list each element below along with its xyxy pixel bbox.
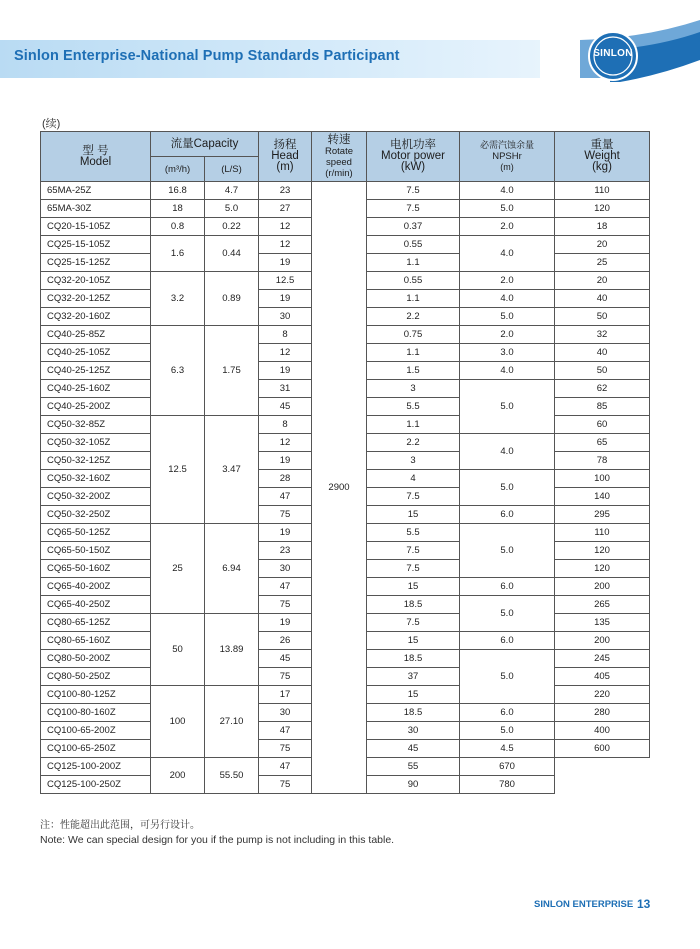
model-cell: CQ32-20-125Z <box>41 290 151 308</box>
power-cell: 18.5 <box>367 704 460 722</box>
header-weight-unit: (kg) <box>592 161 612 173</box>
header-npshr-unit: (m) <box>500 162 514 172</box>
power-cell: 1.5 <box>367 362 460 380</box>
capacity-m3h-cell: 25 <box>151 524 205 614</box>
header-speed-unit: (r/min) <box>325 167 353 179</box>
head-cell: 75 <box>259 506 312 524</box>
model-cell: CQ25-15-125Z <box>41 254 151 272</box>
npshr-cell: 6.0 <box>460 632 555 650</box>
head-cell: 30 <box>259 704 312 722</box>
header-power-cn: 电机功率 <box>390 139 436 151</box>
power-cell: 7.5 <box>367 182 460 200</box>
capacity-m3h-cell: 50 <box>151 614 205 686</box>
model-cell: CQ65-50-160Z <box>41 560 151 578</box>
head-cell: 26 <box>259 632 312 650</box>
header-npshr-cn: 必需汽蚀余量 <box>479 140 534 150</box>
head-cell: 31 <box>259 380 312 398</box>
head-cell: 19 <box>259 614 312 632</box>
head-cell: 45 <box>259 398 312 416</box>
header-head-cn: 扬程 <box>273 139 297 151</box>
power-cell: 15 <box>367 506 460 524</box>
npshr-cell: 5.0 <box>460 722 555 740</box>
weight-cell: 110 <box>555 524 650 542</box>
head-cell: 8 <box>259 326 312 344</box>
model-cell: CQ65-40-250Z <box>41 596 151 614</box>
power-cell: 0.55 <box>367 236 460 254</box>
header-weight-cn: 重量 <box>590 139 614 151</box>
weight-cell: 60 <box>555 416 650 434</box>
header-power-unit: (kW) <box>400 161 426 173</box>
header-capacity-unit-ls: (L/S) <box>205 157 259 182</box>
power-cell: 90 <box>367 776 460 794</box>
capacity-ls-cell: 0.44 <box>205 236 259 272</box>
weight-cell: 50 <box>555 362 650 380</box>
model-cell: CQ40-25-160Z <box>41 380 151 398</box>
model-cell: CQ100-65-200Z <box>41 722 151 740</box>
npshr-cell: 6.0 <box>460 704 555 722</box>
header-capacity-unit-m3h: (m³/h) <box>151 157 205 182</box>
npshr-cell: 2.0 <box>460 218 555 236</box>
npshr-cell: 4.0 <box>460 434 555 470</box>
model-cell: CQ65-50-125Z <box>41 524 151 542</box>
power-cell: 1.1 <box>367 344 460 362</box>
npshr-cell: 6.0 <box>460 578 555 596</box>
power-cell: 7.5 <box>367 488 460 506</box>
power-cell: 18.5 <box>367 596 460 614</box>
header-power-en: Motor power <box>381 150 445 162</box>
capacity-ls-cell: 4.7 <box>205 182 259 200</box>
weight-cell: 110 <box>555 182 650 200</box>
head-cell: 19 <box>259 452 312 470</box>
head-cell: 12 <box>259 434 312 452</box>
table-row <box>41 182 650 200</box>
model-cell: CQ100-80-160Z <box>41 704 151 722</box>
capacity-m3h-cell: 12.5 <box>151 416 205 524</box>
weight-cell: 245 <box>555 650 650 668</box>
capacity-ls-cell: 13.89 <box>205 614 259 686</box>
weight-cell: 280 <box>555 704 650 722</box>
head-cell: 45 <box>259 650 312 668</box>
footer-company: SINLON ENTERPRISE <box>534 899 634 910</box>
npshr-cell: 5.0 <box>460 596 555 632</box>
capacity-ls-cell: 0.89 <box>205 272 259 326</box>
power-cell: 0.55 <box>367 272 460 290</box>
power-cell: 2.2 <box>367 434 460 452</box>
capacity-ls-cell: 5.0 <box>205 200 259 218</box>
header-weight <box>555 132 650 182</box>
capacity-m3h-cell: 16.8 <box>151 182 205 200</box>
head-cell: 17 <box>259 686 312 704</box>
model-cell: CQ80-65-125Z <box>41 614 151 632</box>
model-cell: CQ80-50-200Z <box>41 650 151 668</box>
weight-cell: 400 <box>555 722 650 740</box>
power-cell: 5.5 <box>367 398 460 416</box>
weight-cell: 120 <box>555 542 650 560</box>
capacity-m3h-cell: 0.8 <box>151 218 205 236</box>
header-speed <box>312 132 367 182</box>
capacity-m3h-cell: 6.3 <box>151 326 205 416</box>
npshr-cell: 5.0 <box>460 200 555 218</box>
weight-cell: 20 <box>555 236 650 254</box>
weight-cell: 40 <box>555 290 650 308</box>
header-speed-cn: 转速 <box>327 133 351 146</box>
capacity-m3h-cell: 18 <box>151 200 205 218</box>
head-cell: 12.5 <box>259 272 312 290</box>
note-en: Note: We can special design for you if the pump is not including in this table. <box>40 834 395 846</box>
header-npshr <box>460 132 555 182</box>
weight-cell: 670 <box>460 758 555 776</box>
npshr-cell: 4.0 <box>460 236 555 272</box>
power-cell: 0.75 <box>367 326 460 344</box>
power-cell: 4 <box>367 470 460 488</box>
weight-cell: 40 <box>555 344 650 362</box>
npshr-cell: 4.5 <box>460 740 555 758</box>
head-cell: 75 <box>259 668 312 686</box>
weight-cell: 405 <box>555 668 650 686</box>
model-cell: CQ40-25-85Z <box>41 326 151 344</box>
power-cell: 5.5 <box>367 524 460 542</box>
weight-cell: 20 <box>555 272 650 290</box>
power-cell: 1.1 <box>367 254 460 272</box>
head-cell: 8 <box>259 416 312 434</box>
capacity-m3h-cell: 1.6 <box>151 236 205 272</box>
head-cell: 28 <box>259 470 312 488</box>
model-cell: 65MA-25Z <box>41 182 151 200</box>
weight-cell: 780 <box>460 776 555 794</box>
model-cell: CQ125-100-200Z <box>41 758 151 776</box>
weight-cell: 295 <box>555 506 650 524</box>
model-cell: CQ50-32-105Z <box>41 434 151 452</box>
model-cell: CQ50-32-160Z <box>41 470 151 488</box>
npshr-cell: 3.0 <box>460 344 555 362</box>
npshr-cell: 5.0 <box>460 308 555 326</box>
power-cell: 45 <box>367 740 460 758</box>
head-cell: 30 <box>259 308 312 326</box>
header-model-en: Model <box>79 155 112 168</box>
weight-cell: 25 <box>555 254 650 272</box>
head-cell: 12 <box>259 236 312 254</box>
npshr-cell: 6.0 <box>460 506 555 524</box>
weight-cell: 200 <box>555 632 650 650</box>
header-model <box>41 132 151 182</box>
weight-cell: 265 <box>555 596 650 614</box>
capacity-ls-cell: 0.22 <box>205 218 259 236</box>
header-weight-en: Weight <box>584 150 620 162</box>
weight-cell: 18 <box>555 218 650 236</box>
model-cell: CQ125-100-250Z <box>41 776 151 794</box>
head-cell: 19 <box>259 254 312 272</box>
head-cell: 23 <box>259 182 312 200</box>
model-cell: CQ100-65-250Z <box>41 740 151 758</box>
power-cell: 15 <box>367 578 460 596</box>
model-cell: CQ25-15-105Z <box>41 236 151 254</box>
npshr-cell: 4.0 <box>460 290 555 308</box>
npshr-cell: 2.0 <box>460 326 555 344</box>
weight-cell: 78 <box>555 452 650 470</box>
weight-cell: 135 <box>555 614 650 632</box>
model-cell: CQ40-25-105Z <box>41 344 151 362</box>
weight-cell: 50 <box>555 308 650 326</box>
weight-cell: 62 <box>555 380 650 398</box>
header-speed-en: Rotate speed <box>325 145 353 168</box>
head-cell: 47 <box>259 488 312 506</box>
npshr-cell: 5.0 <box>460 380 555 434</box>
header-model-cn: 型 号 <box>82 144 109 157</box>
model-cell: CQ50-32-125Z <box>41 452 151 470</box>
model-cell: CQ80-50-250Z <box>41 668 151 686</box>
head-cell: 12 <box>259 218 312 236</box>
power-cell: 3 <box>367 380 460 398</box>
weight-cell: 85 <box>555 398 650 416</box>
npshr-cell: 4.0 <box>460 362 555 380</box>
capacity-ls-cell: 3.47 <box>205 416 259 524</box>
power-cell: 30 <box>367 722 460 740</box>
logo-text: SINLON <box>593 48 633 59</box>
header-power <box>367 132 460 182</box>
model-cell: CQ80-65-160Z <box>41 632 151 650</box>
power-cell: 18.5 <box>367 650 460 668</box>
model-cell: CQ65-50-150Z <box>41 542 151 560</box>
capacity-m3h-cell: 100 <box>151 686 205 758</box>
model-cell: CQ40-25-200Z <box>41 398 151 416</box>
head-cell: 75 <box>259 776 312 794</box>
model-cell: 65MA-30Z <box>41 200 151 218</box>
continued-label: (续) <box>42 118 61 130</box>
head-cell: 30 <box>259 560 312 578</box>
power-cell: 3 <box>367 452 460 470</box>
power-cell: 7.5 <box>367 542 460 560</box>
head-cell: 12 <box>259 344 312 362</box>
page-number: 13 <box>637 897 651 911</box>
head-cell: 47 <box>259 722 312 740</box>
header-head <box>259 132 312 182</box>
power-cell: 0.37 <box>367 218 460 236</box>
model-cell: CQ40-25-125Z <box>41 362 151 380</box>
power-cell: 15 <box>367 632 460 650</box>
head-cell: 27 <box>259 200 312 218</box>
power-cell: 2.2 <box>367 308 460 326</box>
power-cell: 55 <box>367 758 460 776</box>
power-cell: 1.1 <box>367 290 460 308</box>
capacity-ls-cell: 55.50 <box>205 758 259 794</box>
power-cell: 7.5 <box>367 560 460 578</box>
head-cell: 75 <box>259 740 312 758</box>
capacity-m3h-cell: 3.2 <box>151 272 205 326</box>
weight-cell: 120 <box>555 560 650 578</box>
weight-cell: 32 <box>555 326 650 344</box>
header-npshr-en: NPSHr <box>492 151 522 162</box>
head-cell: 75 <box>259 596 312 614</box>
note-cn: 注：性能超出此范围，可另行设计。 <box>40 820 200 831</box>
model-cell: CQ100-80-125Z <box>41 686 151 704</box>
header-head-unit: (m) <box>276 161 294 173</box>
weight-cell: 120 <box>555 200 650 218</box>
npshr-cell: 5.0 <box>460 650 555 704</box>
head-cell: 47 <box>259 578 312 596</box>
header-capacity: 流量Capacity <box>151 132 259 157</box>
page-title: Sinlon Enterprise-National Pump Standards Participant <box>14 48 400 64</box>
pump-spec-table <box>40 131 650 794</box>
head-cell: 19 <box>259 290 312 308</box>
model-cell: CQ20-15-105Z <box>41 218 151 236</box>
power-cell: 1.1 <box>367 416 460 434</box>
capacity-m3h-cell: 200 <box>151 758 205 794</box>
speed-cell: 2900 <box>312 182 367 794</box>
npshr-cell: 4.0 <box>460 182 555 200</box>
weight-cell: 140 <box>555 488 650 506</box>
npshr-cell: 2.0 <box>460 272 555 290</box>
weight-cell: 100 <box>555 470 650 488</box>
head-cell: 19 <box>259 362 312 380</box>
head-cell: 47 <box>259 758 312 776</box>
capacity-ls-cell: 1.75 <box>205 326 259 416</box>
head-cell: 23 <box>259 542 312 560</box>
weight-cell: 65 <box>555 434 650 452</box>
power-cell: 7.5 <box>367 614 460 632</box>
capacity-ls-cell: 27.10 <box>205 686 259 758</box>
power-cell: 7.5 <box>367 200 460 218</box>
table-body <box>41 182 650 794</box>
head-cell: 19 <box>259 524 312 542</box>
weight-cell: 200 <box>555 578 650 596</box>
power-cell: 15 <box>367 686 460 704</box>
model-cell: CQ50-32-200Z <box>41 488 151 506</box>
npshr-cell: 5.0 <box>460 524 555 578</box>
weight-cell: 600 <box>555 740 650 758</box>
npshr-cell: 5.0 <box>460 470 555 506</box>
power-cell: 37 <box>367 668 460 686</box>
model-cell: CQ32-20-105Z <box>41 272 151 290</box>
capacity-ls-cell: 6.94 <box>205 524 259 614</box>
weight-cell: 220 <box>555 686 650 704</box>
header-head-en: Head <box>271 150 299 162</box>
model-cell: CQ32-20-160Z <box>41 308 151 326</box>
model-cell: CQ65-40-200Z <box>41 578 151 596</box>
model-cell: CQ50-32-85Z <box>41 416 151 434</box>
model-cell: CQ50-32-250Z <box>41 506 151 524</box>
